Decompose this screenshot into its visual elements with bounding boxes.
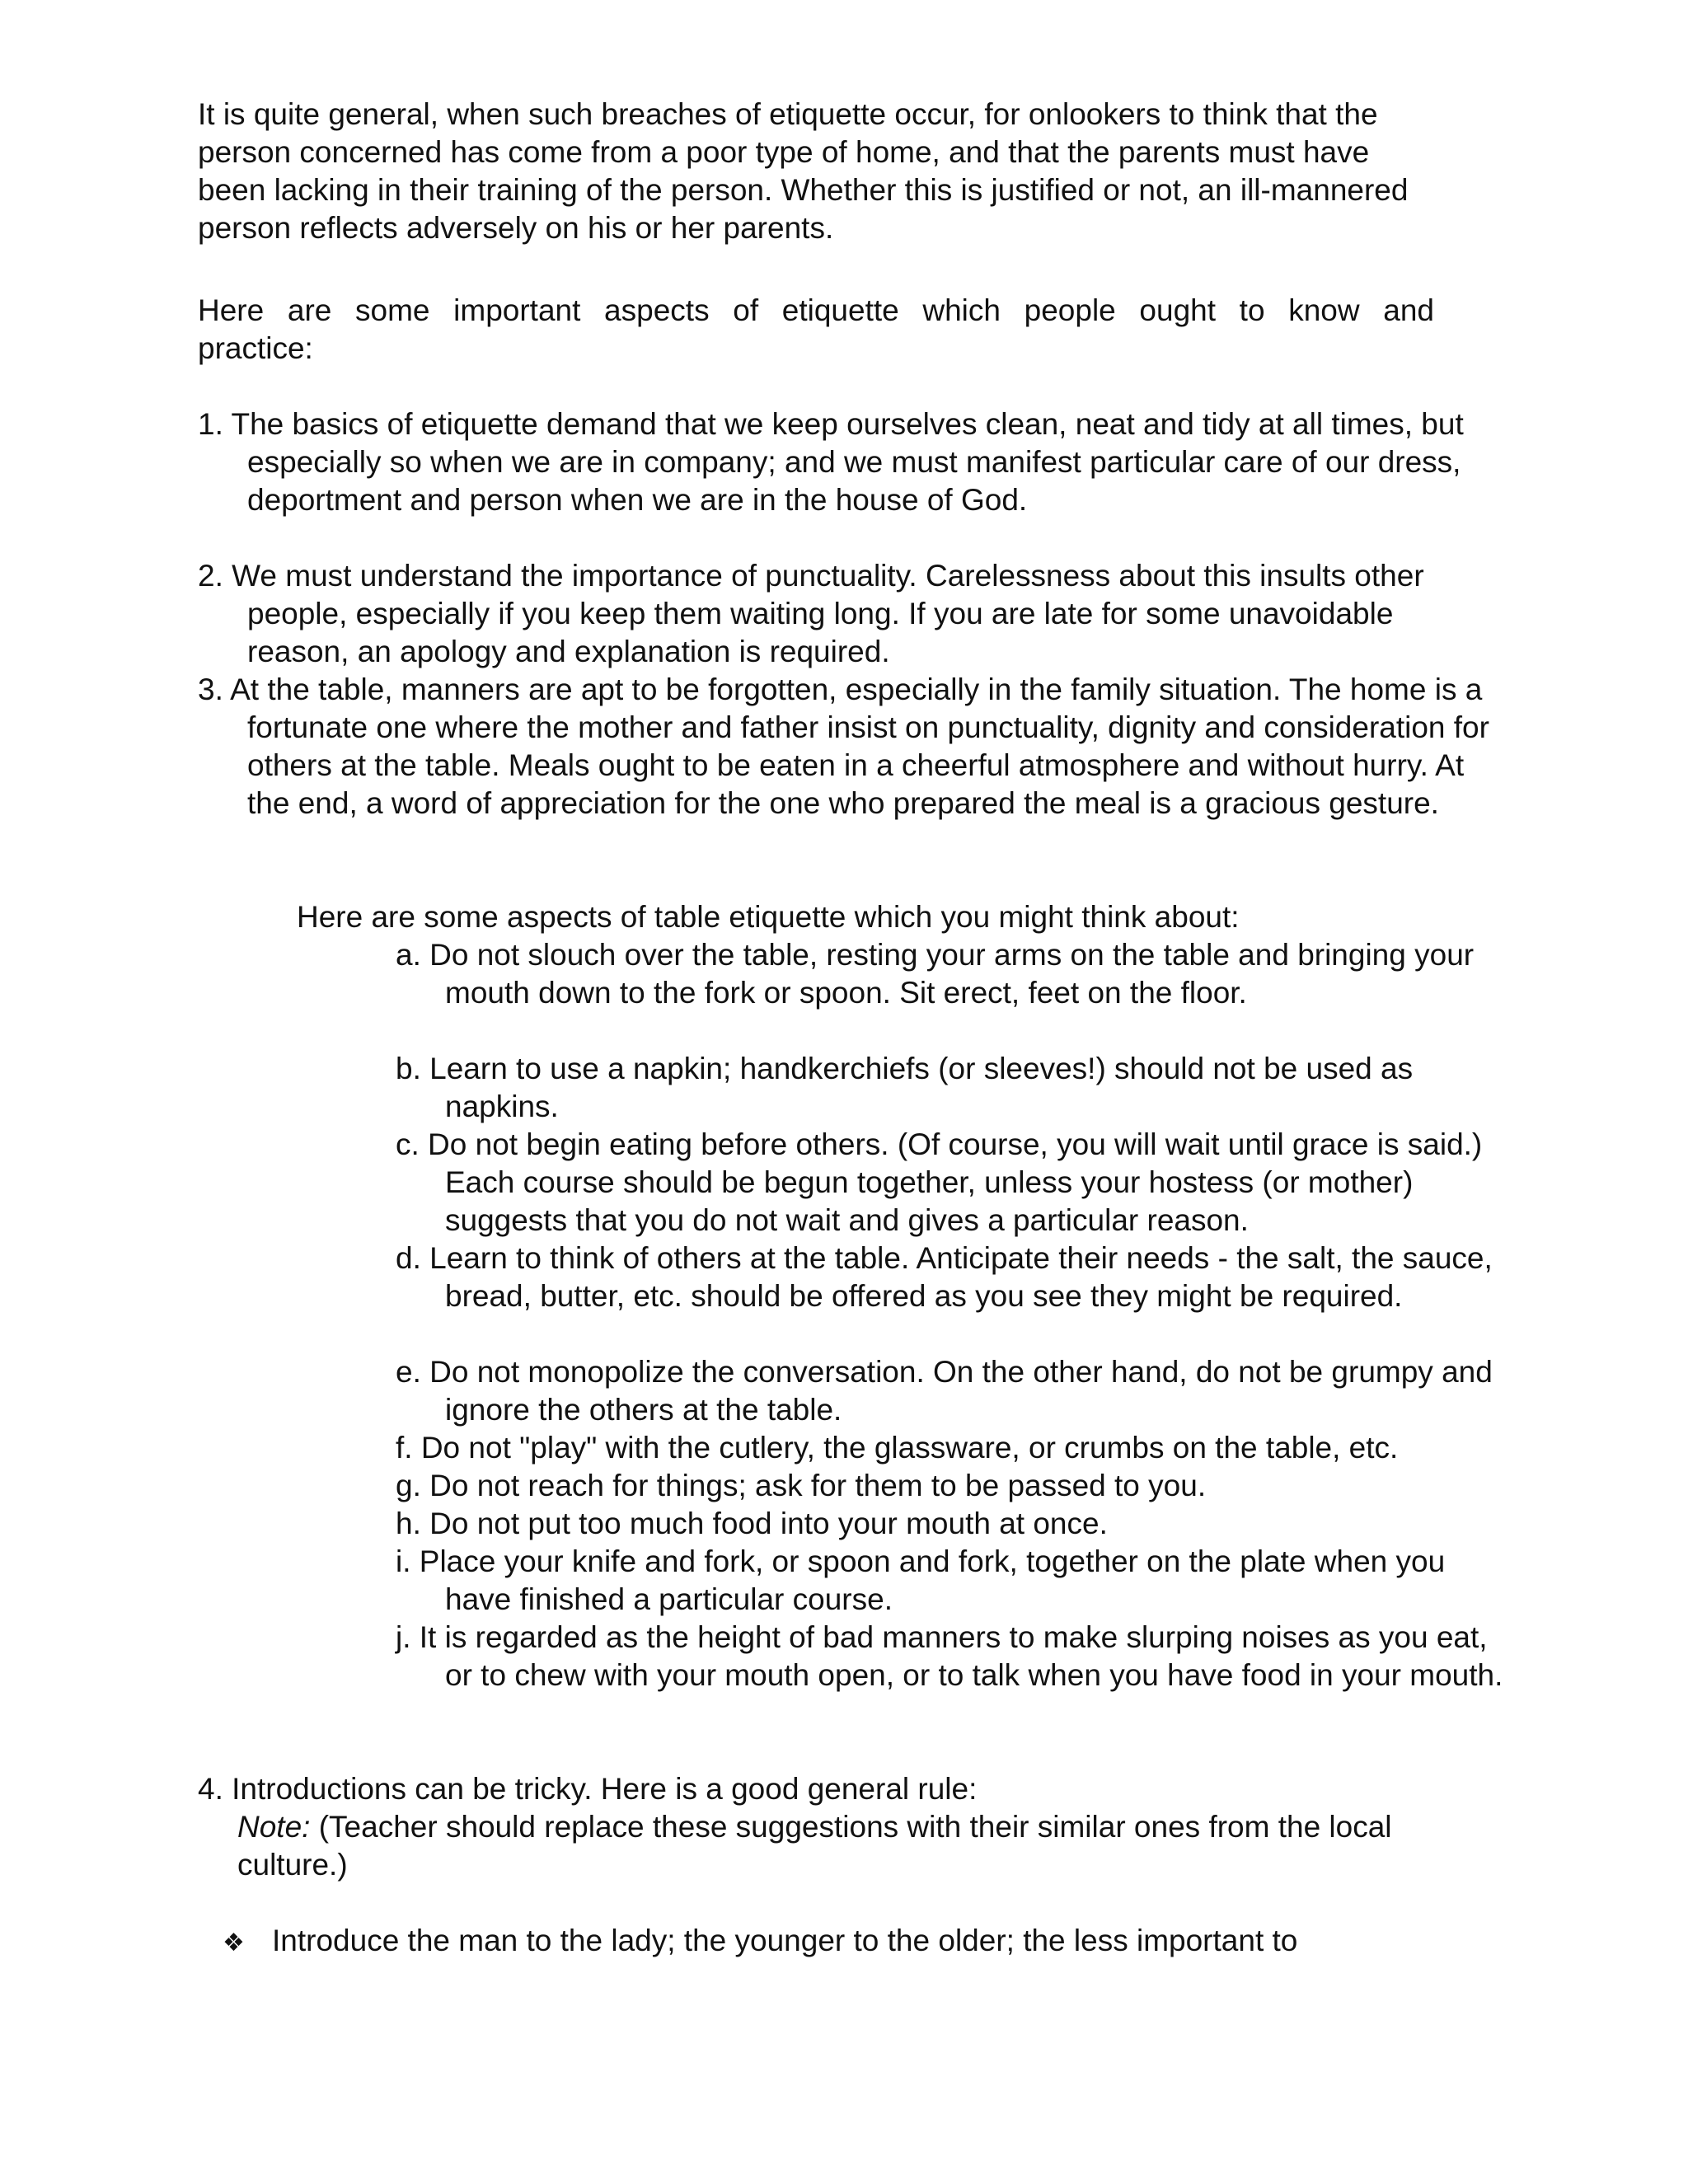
intro-paragraph: It is quite general, when such breaches of etiquette occur, for onlookers to think that the person concerned has come from a poor type of home, and that the parents must have been lacking in their training of the person. Whether this is justified or not, an ill-mannered person reflects adversely on his or her parents. xyxy=(198,97,1409,245)
numbered-item-1: 1. The basics of etiquette demand that we keep ourselves clean, neat and tidy at all times, but especially so when we are in company; and we must manifest particular care of our dress, deportment and person when we are in the house of God. xyxy=(198,407,1464,517)
table-etiquette-item-e: e. Do not monopolize the conversation. On the other hand, do not be grumpy and ignore the others at the table. xyxy=(396,1355,1493,1427)
table-etiquette-item-a: a. Do not slouch over the table, resting your arms on the table and bringing your mouth down to the fork or spoon. Sit erect, feet on the floor. xyxy=(396,938,1475,1010)
lead-paragraph-line-2: practice: xyxy=(198,331,313,365)
bullet-item xyxy=(223,1922,1459,1962)
table-etiquette-item-j: j. It is regarded as the height of bad manners to make slurping noises as you eat, or to chew with your mouth open, or to talk when you have food in your mouth. xyxy=(396,1620,1503,1692)
numbered-item-4: 4. Introductions can be tricky. Here is a good general rule: xyxy=(198,1772,978,1806)
table-etiquette-item-c: c. Do not begin eating before others. (Of course, you will wait until grace is said.) Each course should be begun together, unless your hostess (or mother) suggests that you do not wait and gives a particular reason. xyxy=(396,1127,1483,1237)
table-etiquette-item-b: b. Learn to use a napkin; handkerchiefs (or sleeves!) should not be used as napkins. xyxy=(396,1052,1414,1123)
table-etiquette-item-i: i. Place your knife and fork, or spoon and fork, together on the plate when you have finished a particular course. xyxy=(396,1544,1446,1616)
table-etiquette-item-h: h. Do not put too much food into your mouth at once. xyxy=(396,1507,1108,1540)
bullet-item-text: Introduce the man to the lady; the younger to the older; the less important to xyxy=(272,1924,1298,1957)
diamond-bullet-icon: ❖ xyxy=(223,1929,245,1957)
note-label: Note: xyxy=(237,1810,311,1844)
note-text: (Teacher should replace these suggestions with their similar ones from the local culture.) xyxy=(237,1810,1392,1882)
table-etiquette-item-g: g. Do not reach for things; ask for them to be passed to you. xyxy=(396,1469,1207,1502)
table-etiquette-item-d: d. Learn to think of others at the table. Anticipate their needs - the salt, the sauce, bread, butter, etc. should be offered as you see they might be required. xyxy=(396,1241,1493,1313)
table-etiquette-item-f: f. Do not "play" with the cutlery, the glassware, or crumbs on the table, etc. xyxy=(396,1431,1399,1465)
numbered-item-3: 3. At the table, manners are apt to be forgotten, especially in the family situation. The home is a fortunate one where the mother and father insist on punctuality, dignity and consideration for others at the table. Meals ought to be eaten in a cheerful atmosphere and without hurry. At the end, a word of appreciation for the one who prepared the meal is a gracious gesture. xyxy=(198,673,1489,820)
teacher-note xyxy=(237,1808,1449,1884)
lead-paragraph-line-1: Here are some important aspects of etiquette which people ought to know and xyxy=(198,293,1434,327)
numbered-item-2: 2. We must understand the importance of punctuality. Carelessness about this insults other people, especially if you keep them waiting long. If you are late for some unavoidable reason, an apology and explanation is required. xyxy=(198,559,1424,668)
table-etiquette-intro: Here are some aspects of table etiquette which you might think about: xyxy=(297,900,1240,934)
